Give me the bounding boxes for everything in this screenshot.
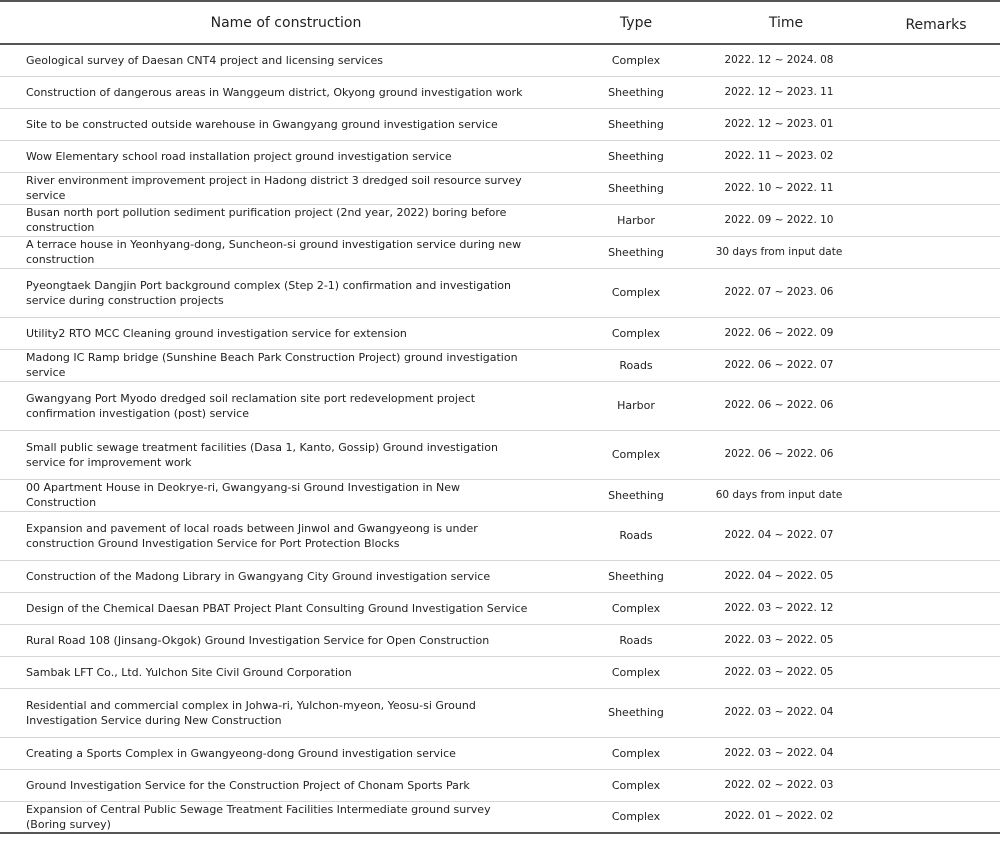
cell-name: A terrace house in Yeonhyang-dong, Suncheon-si ground investigation service during new construction (0, 236, 572, 268)
table-row (0, 204, 1000, 236)
table-row (0, 108, 1000, 140)
cell-type: Complex (572, 737, 700, 769)
table-row (0, 76, 1000, 108)
cell-type: Complex (572, 44, 700, 76)
table-row (0, 430, 1000, 479)
cell-time: 2022. 03 ~ 2022. 12 (700, 592, 872, 624)
cell-type: Roads (572, 349, 700, 381)
cell-time: 2022. 06 ~ 2022. 06 (700, 381, 872, 430)
cell-remarks (872, 430, 1000, 479)
cell-remarks (872, 140, 1000, 172)
cell-time: 2022. 07 ~ 2023. 06 (700, 268, 872, 317)
cell-name: Wow Elementary school road installation project ground investigation service (0, 140, 572, 172)
cell-name: Design of the Chemical Daesan PBAT Project Plant Consulting Ground Investigation Service (0, 592, 572, 624)
table-row (0, 140, 1000, 172)
cell-time: 2022. 11 ~ 2023. 02 (700, 140, 872, 172)
table-body (0, 44, 1000, 833)
cell-name: Construction of dangerous areas in Wanggeum district, Okyong ground investigation work (0, 76, 572, 108)
table-row (0, 268, 1000, 317)
cell-time: 2022. 12 ~ 2023. 01 (700, 108, 872, 140)
cell-type: Harbor (572, 204, 700, 236)
cell-type: Sheething (572, 236, 700, 268)
cell-remarks (872, 801, 1000, 833)
cell-remarks (872, 479, 1000, 511)
cell-time: 2022. 03 ~ 2022. 04 (700, 737, 872, 769)
cell-type: Sheething (572, 172, 700, 204)
table-row (0, 769, 1000, 801)
cell-time: 2022. 04 ~ 2022. 07 (700, 511, 872, 560)
cell-time: 60 days from input date (700, 479, 872, 511)
table-row (0, 381, 1000, 430)
cell-name: Pyeongtaek Dangjin Port background complex (Step 2-1) confirmation and investigation service during construction projects (0, 268, 572, 317)
cell-type: Sheething (572, 560, 700, 592)
cell-remarks (872, 511, 1000, 560)
cell-type: Harbor (572, 381, 700, 430)
cell-type: Complex (572, 430, 700, 479)
cell-remarks (872, 44, 1000, 76)
cell-time: 2022. 02 ~ 2022. 03 (700, 769, 872, 801)
cell-type: Complex (572, 592, 700, 624)
table-row (0, 479, 1000, 511)
table-row (0, 560, 1000, 592)
table-row (0, 656, 1000, 688)
cell-name: Madong IC Ramp bridge (Sunshine Beach Park Construction Project) ground investigation service (0, 349, 572, 381)
cell-remarks (872, 268, 1000, 317)
table-header (0, 1, 1000, 44)
cell-type: Sheething (572, 108, 700, 140)
cell-type: Complex (572, 656, 700, 688)
cell-remarks (872, 236, 1000, 268)
cell-name: River environment improvement project in Hadong district 3 dredged soil resource survey service (0, 172, 572, 204)
column-header-type: Type (572, 1, 700, 44)
cell-name: Expansion and pavement of local roads between Jinwol and Gwangyeong is under construction Ground Investigation Service for Port Protection Blocks (0, 511, 572, 560)
cell-type: Roads (572, 624, 700, 656)
cell-name: Construction of the Madong Library in Gwangyang City Ground investigation service (0, 560, 572, 592)
cell-name: Busan north port pollution sediment purification project (2nd year, 2022) boring before construction (0, 204, 572, 236)
cell-remarks (872, 592, 1000, 624)
cell-name: Expansion of Central Public Sewage Treatment Facilities Intermediate ground survey (Boring survey) (0, 801, 572, 833)
cell-type: Sheething (572, 76, 700, 108)
cell-time: 2022. 04 ~ 2022. 05 (700, 560, 872, 592)
cell-name: Small public sewage treatment facilities (Dasa 1, Kanto, Gossip) Ground investigation service for improvement work (0, 430, 572, 479)
cell-name: Creating a Sports Complex in Gwangyeong-dong Ground investigation service (0, 737, 572, 769)
cell-type: Complex (572, 268, 700, 317)
cell-remarks (872, 76, 1000, 108)
cell-name: Site to be constructed outside warehouse in Gwangyang ground investigation service (0, 108, 572, 140)
table-row (0, 737, 1000, 769)
table-row (0, 172, 1000, 204)
cell-name: Geological survey of Daesan CNT4 project and licensing services (0, 44, 572, 76)
cell-name: Gwangyang Port Myodo dredged soil reclamation site port redevelopment project confirmation investigation (post) service (0, 381, 572, 430)
cell-name: 00 Apartment House in Deokrye-ri, Gwangyang-si Ground Investigation in New Construction (0, 479, 572, 511)
cell-type: Sheething (572, 479, 700, 511)
cell-type: Complex (572, 801, 700, 833)
cell-name: Sambak LFT Co., Ltd. Yulchon Site Civil Ground Corporation (0, 656, 572, 688)
cell-name: Rural Road 108 (Jinsang-Okgok) Ground Investigation Service for Open Construction (0, 624, 572, 656)
column-header-remarks: Remarks (872, 1, 1000, 44)
column-header-time: Time (700, 1, 872, 44)
cell-time: 30 days from input date (700, 236, 872, 268)
table-row (0, 44, 1000, 76)
cell-time: 2022. 03 ~ 2022. 05 (700, 624, 872, 656)
cell-remarks (872, 769, 1000, 801)
table-row (0, 624, 1000, 656)
cell-remarks (872, 737, 1000, 769)
cell-time: 2022. 06 ~ 2022. 09 (700, 317, 872, 349)
cell-remarks (872, 688, 1000, 737)
cell-remarks (872, 317, 1000, 349)
table-row (0, 511, 1000, 560)
table-row (0, 236, 1000, 268)
cell-type: Sheething (572, 140, 700, 172)
table-row (0, 688, 1000, 737)
cell-type: Roads (572, 511, 700, 560)
cell-time: 2022. 01 ~ 2022. 02 (700, 801, 872, 833)
cell-time: 2022. 12 ~ 2024. 08 (700, 44, 872, 76)
cell-name: Ground Investigation Service for the Construction Project of Chonam Sports Park (0, 769, 572, 801)
cell-type: Complex (572, 317, 700, 349)
cell-time: 2022. 06 ~ 2022. 07 (700, 349, 872, 381)
table-row (0, 349, 1000, 381)
cell-time: 2022. 06 ~ 2022. 06 (700, 430, 872, 479)
cell-time: 2022. 09 ~ 2022. 10 (700, 204, 872, 236)
table-row (0, 317, 1000, 349)
cell-time: 2022. 03 ~ 2022. 05 (700, 656, 872, 688)
cell-remarks (872, 381, 1000, 430)
cell-remarks (872, 656, 1000, 688)
table-row (0, 592, 1000, 624)
cell-time: 2022. 12 ~ 2023. 11 (700, 76, 872, 108)
cell-time: 2022. 10 ~ 2022. 11 (700, 172, 872, 204)
cell-name: Residential and commercial complex in Johwa-ri, Yulchon-myeon, Yeosu-si Ground Investigation Service during New Construction (0, 688, 572, 737)
cell-remarks (872, 172, 1000, 204)
cell-remarks (872, 349, 1000, 381)
header-row (0, 1, 1000, 44)
cell-remarks (872, 108, 1000, 140)
table-row (0, 801, 1000, 833)
cell-type: Sheething (572, 688, 700, 737)
cell-name: Utility2 RTO MCC Cleaning ground investigation service for extension (0, 317, 572, 349)
cell-time: 2022. 03 ~ 2022. 04 (700, 688, 872, 737)
column-header-name: Name of construction (0, 1, 572, 44)
cell-remarks (872, 624, 1000, 656)
cell-remarks (872, 560, 1000, 592)
cell-type: Complex (572, 769, 700, 801)
cell-remarks (872, 204, 1000, 236)
